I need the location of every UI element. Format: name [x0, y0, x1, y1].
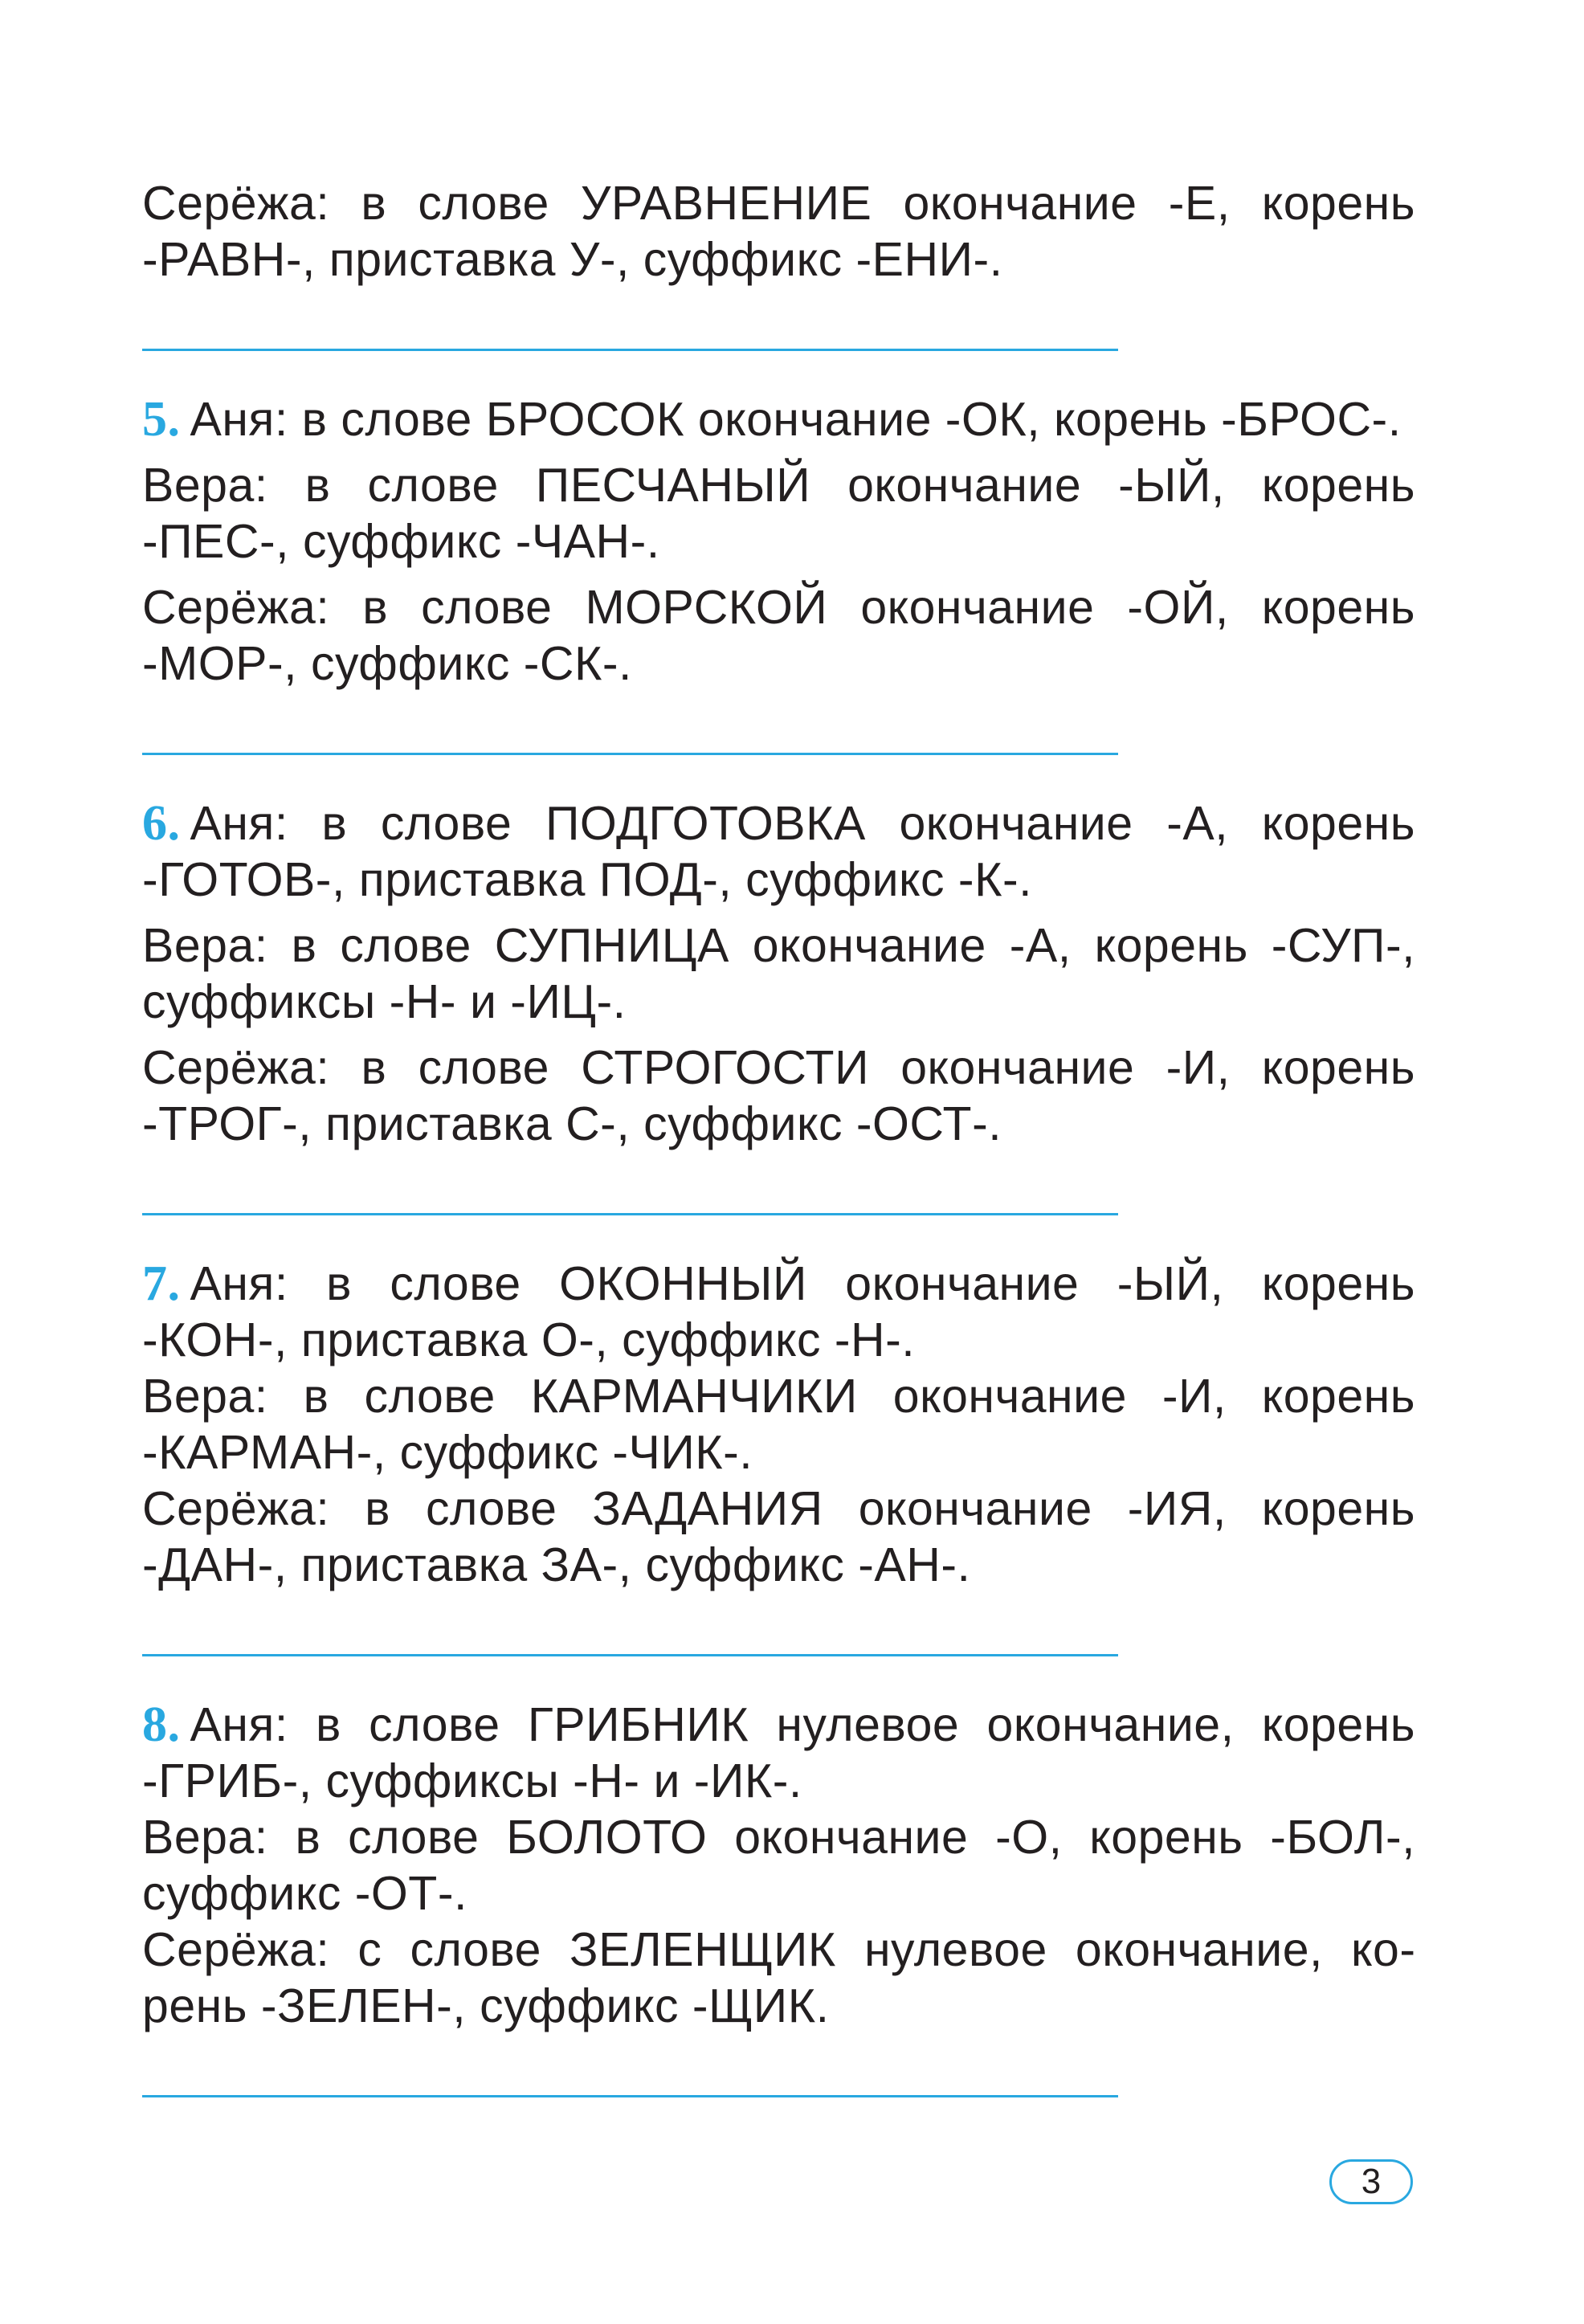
exercise-line: Серёжа: в слове СТРОГОСТИ окончание -И, корень -ТРОГ-, приставка С-, суффикс -ОСТ-. — [142, 1041, 1415, 1150]
exercise-number: 5. — [142, 392, 181, 447]
exercise-text: Аня: в слове ГРИБНИК нулевое окончание, корень -ГРИБ-, суффиксы -Н- и -ИК-. — [142, 1698, 1415, 1807]
exercise-line: Вера: в слове КАРМАНЧИКИ окончание -И, корень -КАРМАН-, суффикс -ЧИК-. — [142, 1370, 1415, 1479]
exercise-text: Аня: в слове БРОСОК окончание -ОК, корень -БРОС-. — [190, 393, 1402, 446]
divider-line — [142, 753, 1118, 755]
exercise-line — [142, 795, 1415, 908]
divider-line — [142, 1213, 1118, 1215]
page-number: 3 — [1329, 2159, 1413, 2204]
exercise-text: Аня: в слове ОКОННЫЙ окончание -ЫЙ, корень -КОН-, приставка О-, суффикс -Н-. — [142, 1257, 1415, 1366]
exercise-line: Вера: в слове СУПНИЦА окончание -А, корень -СУП-, суффиксы -Н- и -ИЦ-. — [142, 919, 1415, 1028]
divider-line — [142, 1654, 1118, 1656]
exercise-7 — [142, 1256, 1415, 1593]
exercise-line: Вера: в слове БОЛОТО окончание -О, корень -БОЛ-, суффикс -ОТ-. — [142, 1811, 1415, 1920]
exercise-line — [142, 1256, 1415, 1368]
exercise-8 — [142, 1697, 1415, 2034]
page-content — [142, 175, 1415, 2138]
exercise-number: 7. — [142, 1256, 181, 1311]
exercise-line: Серёжа: в слове МОРСКОЙ окончание -ОЙ, корень -МОР-, суффикс -СК-. — [142, 581, 1415, 690]
intro-block — [142, 175, 1415, 288]
intro-line: Серёжа: в слове УРАВНЕНИЕ окончание -Е, корень -РАВН-, приставка У-, суффикс -ЕНИ-. — [142, 177, 1415, 286]
exercise-text: Аня: в слове ПОДГОТОВКА окончание -А, корень -ГОТОВ-, приставка ПОД-, суффикс -К-. — [142, 797, 1415, 906]
exercise-line — [142, 1697, 1415, 1809]
divider-line — [142, 2095, 1118, 2097]
exercise-5 — [142, 391, 1415, 692]
exercise-line: Вера: в слове ПЕСЧАНЫЙ окончание -ЫЙ, корень -ПЕС-, суффикс -ЧАН-. — [142, 459, 1415, 568]
exercise-line — [142, 391, 1415, 447]
divider-line — [142, 349, 1118, 351]
exercise-line: Серёжа: в слове ЗАДАНИЯ окончание -ИЯ, корень -ДАН-, приставка ЗА-, суффикс -АН-. — [142, 1482, 1415, 1591]
exercise-number: 8. — [142, 1697, 181, 1752]
exercise-line: Серёжа: с слове ЗЕЛЕНЩИК нулевое окончание, корень -ЗЕЛЕН-, суффикс -ЩИК. — [142, 1923, 1415, 2032]
exercise-number: 6. — [142, 796, 181, 851]
exercise-6 — [142, 795, 1415, 1152]
